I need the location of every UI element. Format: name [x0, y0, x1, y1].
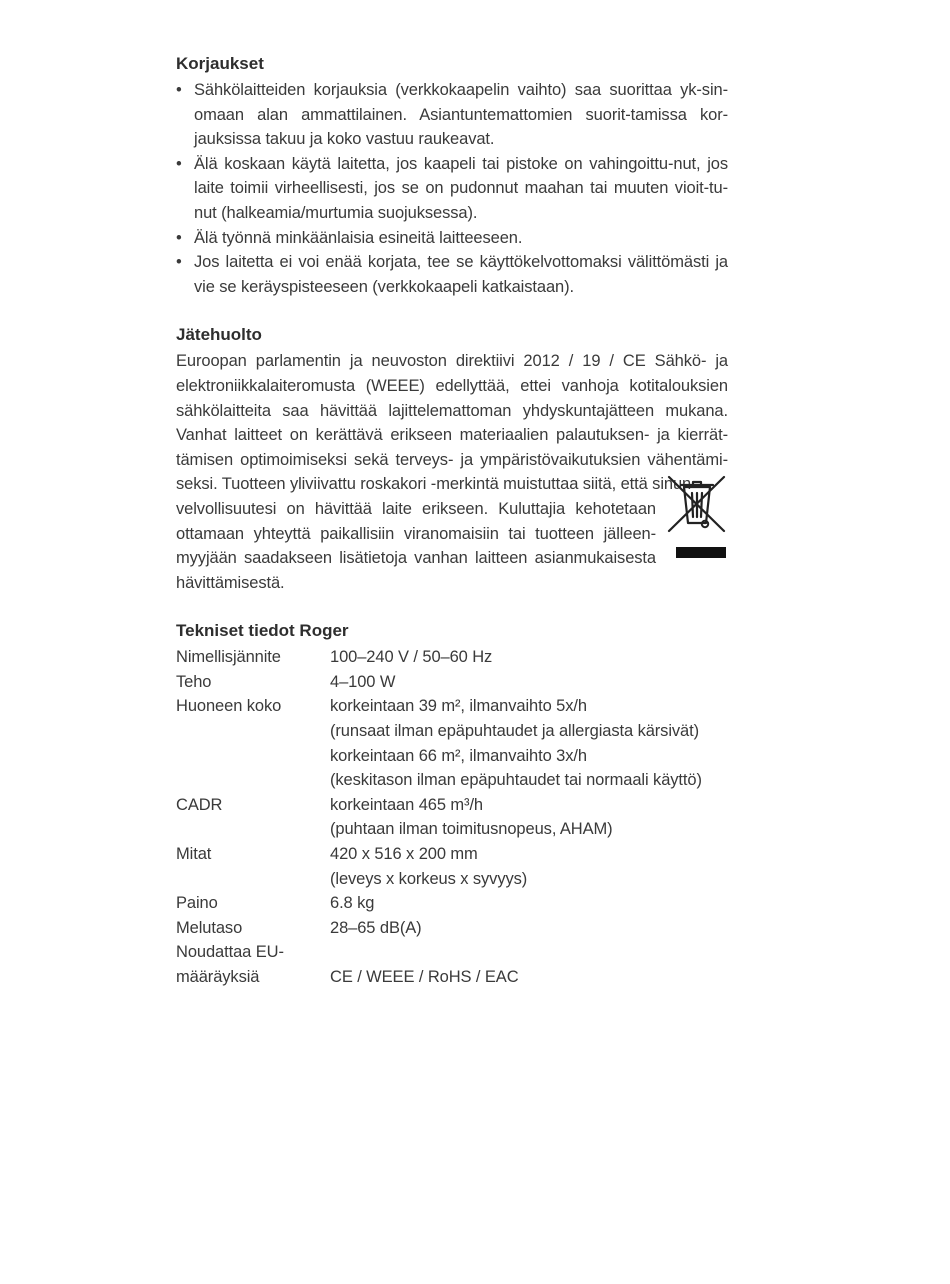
spec-value: [330, 645, 728, 670]
repairs-section: [176, 52, 728, 299]
disposal-text: [176, 349, 728, 497]
repairs-heading: Korjaukset: [176, 54, 264, 73]
spec-label: CADR: [176, 795, 223, 814]
disposal-section: [176, 323, 728, 595]
specs-table: [176, 645, 728, 989]
spec-label: Paino: [176, 894, 218, 913]
spec-label: Noudattaa EU- määräyksiä: [176, 943, 284, 986]
spec-value-line: korkeintaan 39 m², ilmanvaihto 5x/h: [330, 697, 587, 716]
repairs-bullet: • Jos laitetta ei voi enää korjata, tee se käyttökelvottomaksi välittömästi ja vie se keräyspisteeseen (verkkokaapeli katkaistaan).: [176, 250, 728, 299]
spec-label: Nimellisjännite: [176, 648, 281, 667]
spec-value: [330, 916, 728, 941]
spec-value-line: 4–100 W: [330, 672, 396, 691]
spec-label: Melutaso: [176, 918, 243, 937]
spec-value: [330, 940, 728, 989]
spec-value-line: korkeintaan 465 m³/h: [330, 795, 484, 814]
spec-value-line: (leveys x korkeus x syvyys): [330, 869, 528, 888]
spec-value-line: (runsaat ilman epäpuhtaudet ja allergiasta kärsivät): [330, 722, 700, 741]
specs-section: [176, 619, 728, 989]
spec-value-line: (keskitason ilman epäpuhtaudet tai normaali käyttö): [330, 771, 702, 790]
repairs-list: [176, 78, 728, 299]
spec-value-line: 100–240 V / 50–60 Hz: [330, 648, 493, 667]
spec-value: [330, 842, 728, 891]
spec-value: [330, 793, 728, 842]
spec-value-line: 28–65 dB(A): [330, 918, 422, 937]
disposal-text-part1: Euroopan parlamentin ja neuvoston direktiivi 2012 / 19 / CE Sähkö- ja elektroniikkalaiteromusta (WEEE) edellyttää, ettei vanhoja kotitalouksien sähkölaitteita saa hävittää lajittelemattoman yhdyskuntajätteen mukana. Vanhat laitteet on kerättävä erikseen materiaalien palautuksen- ja kierrät-tämisen optimoimiseksi sekä terveys- ja ympäristövaikutuksien vähentämi-seksi. Tuotteen yliviivattu roskakori -merkintä muistuttaa siitä, että sinun: [176, 352, 728, 494]
spec-value-line: 420 x 516 x 200 mm: [330, 845, 478, 864]
crossed-out-wheelie-bin-icon: [666, 473, 728, 563]
spec-value-line: 6.8 kg: [330, 894, 375, 913]
spec-value: [330, 670, 728, 695]
repairs-bullet: • Sähkölaitteiden korjauksia (verkkokaapelin vaihto) saa suorittaa yk-sin-omaan alan ammattilainen. Asiantuntemattomien suorit-tamissa kor-jauksissa takuu ja koko vastuu raukeavat.: [176, 78, 728, 152]
spec-value-line: CE / WEEE / RoHS / EAC: [330, 968, 519, 986]
repairs-bullet: • Älä koskaan käytä laitetta, jos kaapeli tai pistoke on vahingoittu-nut, jos laite toimii virheellisesti, jos se on pudonnut maahan tai muuten vioit-tu-nut (halkeamia/murtumia suojuksessa).: [176, 152, 728, 226]
repairs-bullet: • Älä työnnä minkäänlaisia esineitä laitteeseen.: [176, 226, 728, 251]
spec-label: Huoneen koko: [176, 697, 282, 716]
spec-label: Mitat: [176, 845, 212, 864]
spec-value: [330, 891, 728, 916]
document-page: [176, 52, 728, 1014]
disposal-heading: Jätehuolto: [176, 325, 262, 345]
spec-value-line: korkeintaan 66 m², ilmanvaihto 3x/h: [330, 746, 587, 765]
spec-value: [330, 694, 728, 792]
disposal-text-part2: velvollisuutesi on hävittää laite erikseen. Kuluttajia kehotetaan ottamaan yhteyttä paikallisiin viranomaisiin tai tuotteen jälleen-myyjään saadakseen lisätietoja vanhan laitteen asianmukaisesta hävittämisestä.: [176, 499, 656, 592]
disposal-text-continued: [176, 497, 656, 595]
spec-label: Teho: [176, 672, 212, 691]
spec-value-line: (puhtaan ilman toimitusnopeus, AHAM): [330, 820, 613, 839]
specs-heading: Tekniset tiedot Roger: [176, 621, 349, 641]
spec-value-line: [330, 940, 728, 965]
